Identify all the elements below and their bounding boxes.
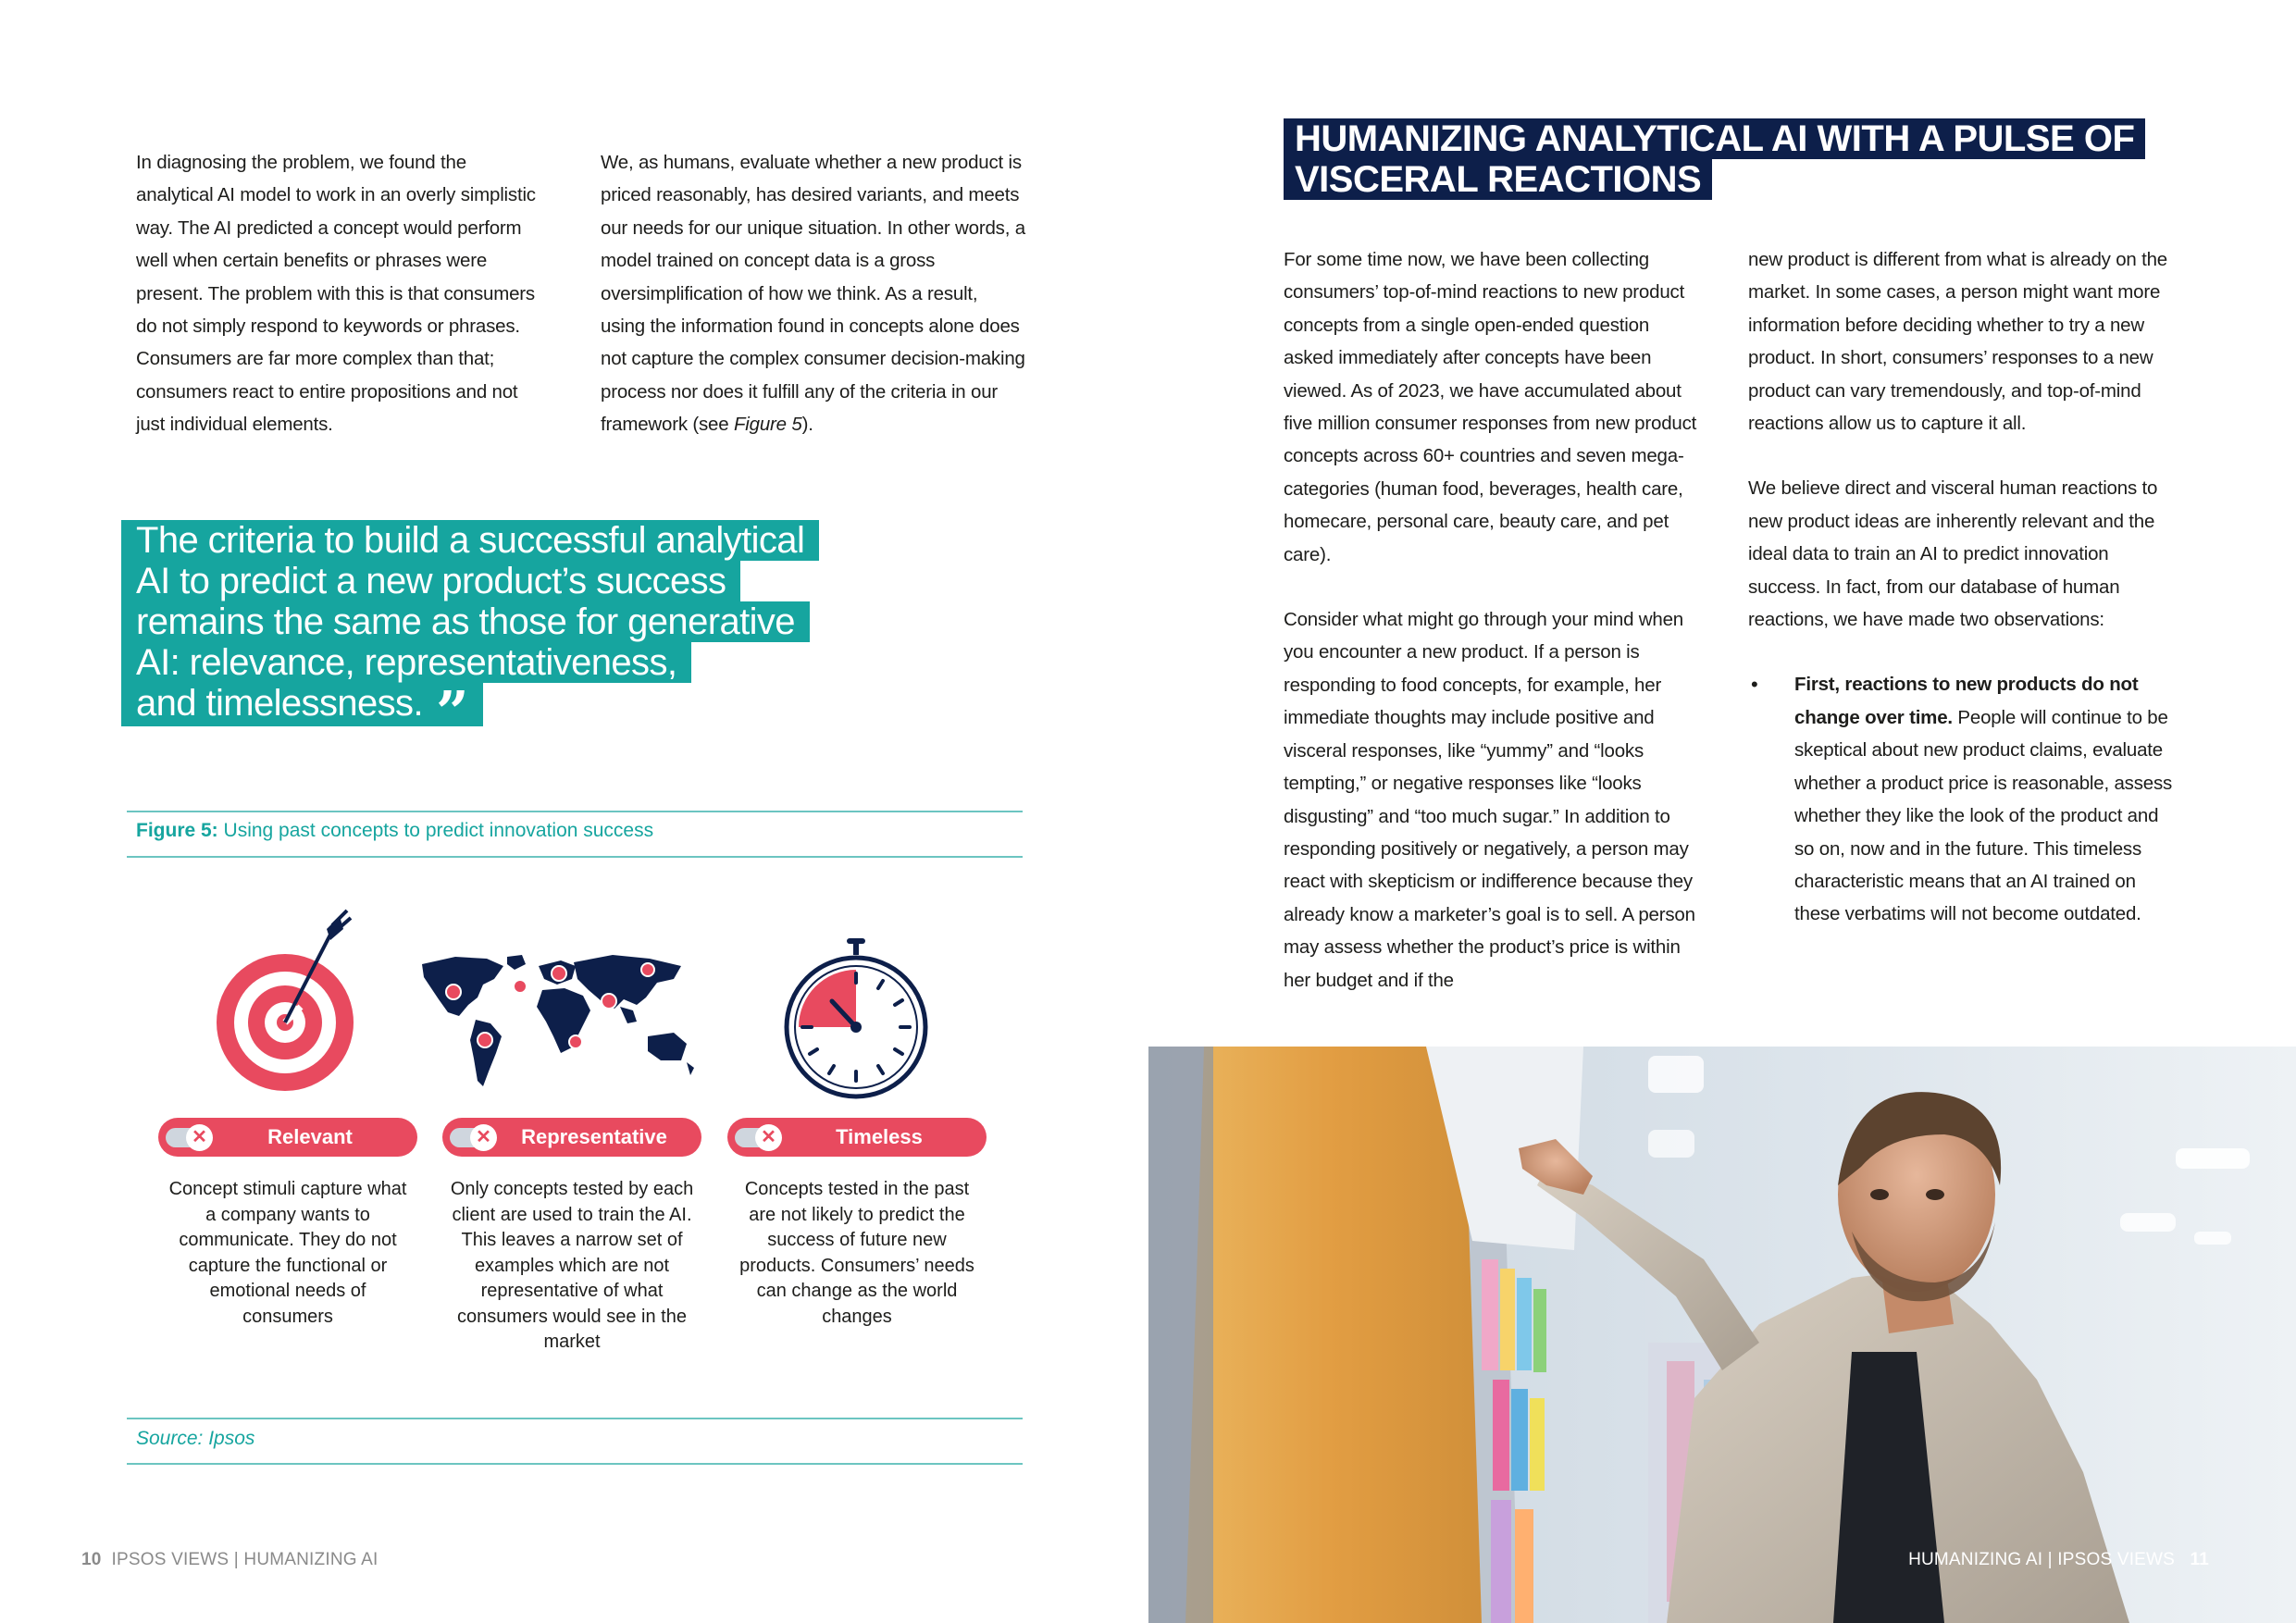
paragraph: new product is different from what is already on the market. In some cases, a person might want more information before deciding whether to try a new product. In short, consumers’ responses to a new product can vary tremendously, and top-of-mind reactions allow us to capture it all. [1748, 249, 2167, 435]
bullet-item: • First, reactions to new products do not change over time. People will continue to be skeptical about new product claims, evaluate whether a product price is reasonable, assess whether they like the look of the product and so on, now and in the future. This timeless characteristic means that an AI trained on these verbatims will not become outdated. [1748, 668, 2174, 930]
criterion-timeless [727, 1118, 987, 1330]
quote-mark-icon: ” [435, 678, 469, 746]
criterion-pill [158, 1118, 417, 1157]
criterion-pill [442, 1118, 701, 1157]
paragraph: We believe direct and visceral human reactions to new product ideas are inherently relevant and the ideal data to train an AI to predict innovation success. In fact, from our database of human reactions, we have made two observations: [1748, 477, 2158, 631]
footer-text: HUMANIZING AI | IPSOS VIEWS [1908, 1550, 2176, 1569]
pull-quote-line: remains the same as those for generative [121, 601, 806, 642]
figure-caption: Figure 5: Using past concepts to predict innovation success [136, 820, 654, 841]
paragraph: In diagnosing the problem, we found the analytical AI model to work in an overly simplistic way. The AI predicted a concept would perform well when certain benefits or phrases were present. The problem with this is that consumers do not simply respond to keywords or phrases. Consumers are far more complex than that; consumers react to entire propositions and not just individual elements. [136, 152, 536, 436]
criterion-description: Concepts tested in the past are not likely to predict the success of future new products. Consumers’ needs can change as the world changes [739, 1179, 974, 1327]
world-map-icon [418, 951, 705, 1090]
close-icon: ✕ [755, 1124, 782, 1151]
paragraph [601, 146, 1026, 441]
figure-source: Source: Ipsos [136, 1428, 255, 1449]
toggle-off-icon [735, 1128, 779, 1147]
pull-quote [121, 520, 806, 746]
footer-left [81, 1550, 379, 1570]
paragraph-text-end: ). [801, 414, 813, 436]
pull-quote-line: AI: relevance, representativeness, [121, 642, 806, 683]
toggle-off-icon [166, 1128, 210, 1147]
paragraph-text: We, as humans, evaluate whether a new product is priced reasonably, has desired variants, and meets our needs for our unique situation. In other words, a model trained on concept data is a gross oversimplification of how we think. As a result, using the information found in concepts alone does not capture the complex consumer decision-making process nor does it fulfill any of the criteria in our framework (see [601, 152, 1025, 436]
pull-quote-line: AI to predict a new product’s success [121, 561, 806, 601]
footer-right [1908, 1550, 2209, 1570]
criterion-description: Only concepts tested by each client are used to train the AI. This leaves a narrow set of examples which are not representative of what consumers would see in the market [450, 1179, 694, 1352]
criterion-label: Relevant [267, 1125, 353, 1148]
source-top-rule [127, 1418, 1023, 1419]
close-icon: ✕ [186, 1124, 213, 1151]
criterion-pill [727, 1118, 987, 1157]
close-icon: ✕ [470, 1124, 497, 1151]
footer-text: IPSOS VIEWS | HUMANIZING AI [111, 1550, 379, 1569]
figure-caption-rule [127, 856, 1023, 858]
paragraph: Consider what might go through your mind when you encounter a new product. If a person is responding to food concepts, for example, her immediate thoughts may include positive and visceral responses, like “yummy” and “looks tempting,” or negative responses like “looks disgusting” and “too much sugar.” In addition to responding positively or negatively, a person may react with skepticism or indifference because they already know a marketer’s goal is to sell. A person may assess whether the product’s price is within her budget and if the [1284, 609, 1695, 991]
heading-line: HUMANIZING ANALYTICAL AI WITH A PULSE OF [1284, 118, 2145, 159]
section-heading [1284, 118, 2145, 200]
right-column-1 [1284, 243, 1700, 997]
left-column-2 [601, 146, 1026, 441]
paragraph: For some time now, we have been collecting consumers’ top-of-mind reactions to new product concepts from a single open-ended question asked immediately after concepts have been viewed. As of 2023, we have accumulated about five million consumer responses from new product concepts across 60+ countries and seven mega-categories (human food, beverages, health care, homecare, personal care, beauty care, and pet care). [1284, 249, 1697, 565]
criterion-relevant [158, 1118, 417, 1330]
criterion-description: Concept stimuli capture what a company wants to communicate. They do not capture the functional or emotional needs of consumers [168, 1179, 407, 1327]
pull-quote-line: and timelessness. ” [121, 683, 806, 724]
figure-reference: Figure 5 [733, 414, 802, 436]
heading-line: VISCERAL REACTIONS [1284, 159, 2145, 200]
page-number: 10 [81, 1550, 102, 1569]
toggle-off-icon [450, 1128, 494, 1147]
stopwatch-icon [782, 935, 930, 1101]
right-column-2 [1748, 243, 2174, 931]
supermarket-image [1148, 1047, 2296, 1623]
criterion-label: Representative [521, 1125, 667, 1148]
target-icon [208, 907, 366, 1092]
shopper-photo [1148, 1047, 2296, 1623]
criterion-representative [442, 1118, 701, 1356]
left-column-1 [136, 146, 543, 441]
pull-quote-line: The criteria to build a successful analytical [121, 520, 806, 561]
source-bottom-rule [127, 1463, 1023, 1465]
page-number: 11 [2190, 1550, 2209, 1569]
figure-top-rule [127, 811, 1023, 812]
criterion-label: Timeless [836, 1125, 923, 1148]
bullet-icon: • [1751, 673, 1758, 697]
